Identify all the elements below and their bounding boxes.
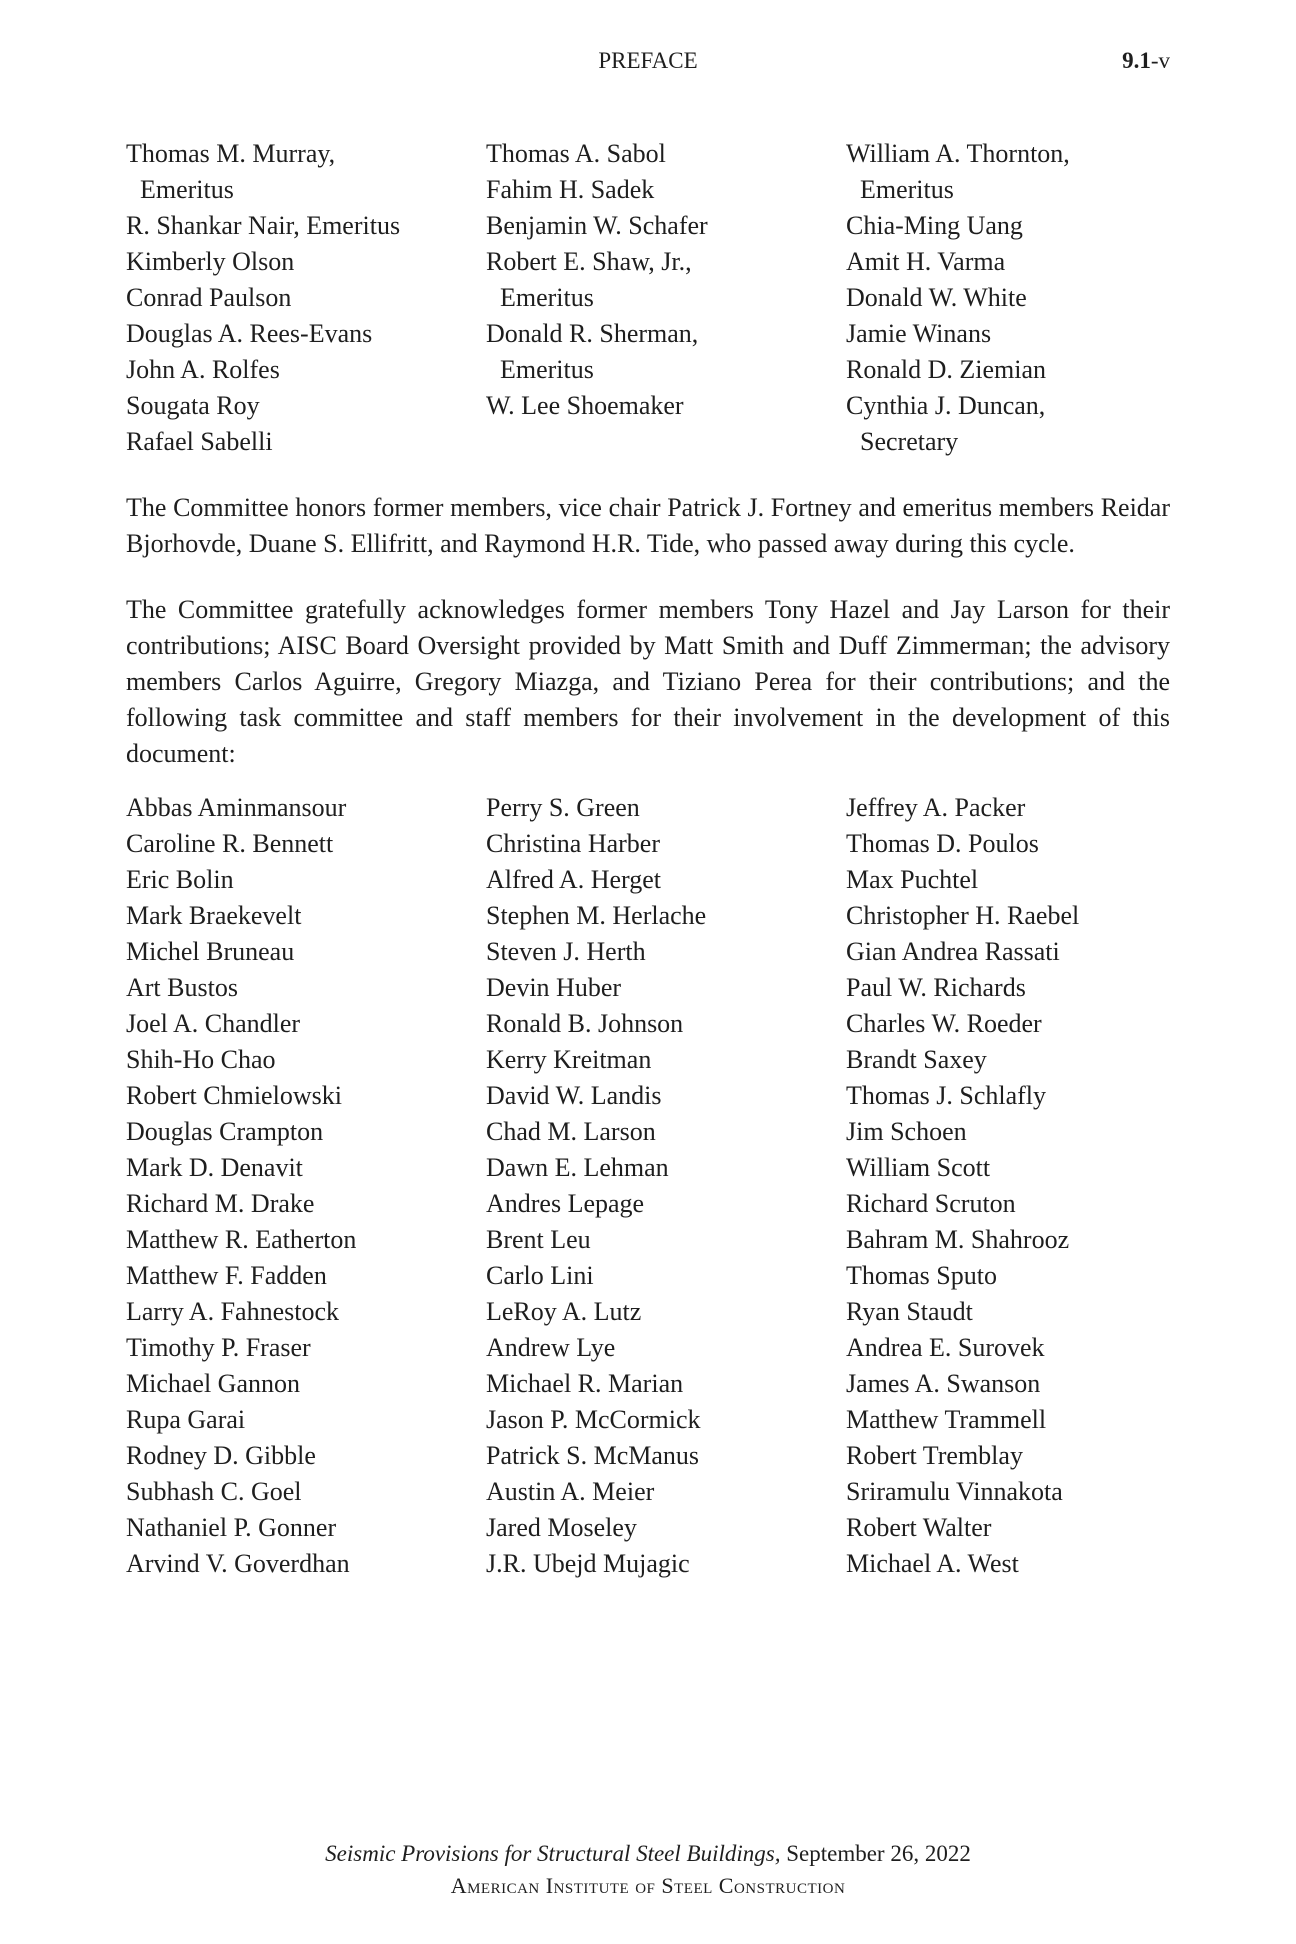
member-title: Emeritus [500, 355, 594, 384]
member-name: Fahim H. Sadek [486, 175, 655, 204]
member-title: Emeritus [500, 283, 594, 312]
contributor-name: Devin Huber [486, 973, 622, 1002]
contributor-name: Shih-Ho Chao [126, 1045, 276, 1074]
publication-date: September 26, 2022 [780, 1841, 971, 1866]
task-committee-list [126, 790, 1170, 1582]
member-name: Amit H. Varma [846, 247, 1006, 276]
contributor-name: Alfred A. Herget [486, 865, 661, 894]
page-number-roman: -v [1150, 48, 1170, 73]
publisher-name: American Institute of Steel Construction [450, 1873, 846, 1898]
contributor-name: Chad M. Larson [486, 1117, 656, 1146]
honors-paragraph: The Committee honors former members, vice chair Patrick J. Fortney and emeritus members Reidar Bjorhovde, Duane S. Ellifritt, and Raymond H.R. Tide, who passed away during this cycle. [126, 493, 1170, 558]
member-name: Conrad Paulson [126, 283, 292, 312]
contributor-name: Robert Chmielowski [126, 1081, 342, 1110]
member-name: Robert E. Shaw, Jr., [486, 247, 692, 276]
contributor-name: Ronald B. Johnson [486, 1009, 684, 1038]
contributor-name: Jared Moseley [486, 1513, 637, 1542]
member-name: Ronald D. Ziemian [846, 355, 1047, 384]
contributor-name: Robert Walter [846, 1513, 992, 1542]
contributor-name: Richard Scruton [846, 1189, 1016, 1218]
contributor-name: Steven J. Herth [486, 937, 646, 966]
member-name: John A. Rolfes [126, 355, 280, 384]
member-name: Donald R. Sherman, [486, 319, 699, 348]
contributor-name: Dawn E. Lehman [486, 1153, 669, 1182]
contributor-name: Christopher H. Raebel [846, 901, 1080, 930]
member-name: Donald W. White [846, 283, 1027, 312]
contributor-name: Jason P. McCormick [486, 1405, 701, 1434]
member-name: R. Shankar Nair, Emeritus [126, 211, 401, 240]
contributor-name: Rupa Garai [126, 1405, 246, 1434]
committee-column-3 [846, 136, 1170, 460]
contributor-name: Larry A. Fahnestock [126, 1297, 340, 1326]
contributor-name: J.R. Ubejd Mujagic [486, 1549, 690, 1578]
contributor-name: Thomas D. Poulos [846, 829, 1039, 858]
contributor-name: Christina Harber [486, 829, 661, 858]
member-title: Emeritus [860, 175, 954, 204]
contributor-name: Austin A. Meier [486, 1477, 655, 1506]
contributor-name: Brandt Saxey [846, 1045, 987, 1074]
contributor-name: Matthew R. Eatherton [126, 1225, 357, 1254]
page-number-chapter: 9.1 [1122, 48, 1151, 73]
contributor-name: Michael R. Marian [486, 1369, 684, 1398]
acknowledgments-paragraph: The Committee gratefully acknowledges former members Tony Hazel and Jay Larson for their contributions; AISC Board Oversight provided by Matt Smith and Duff Zimmerman; the advisory members Carlos Aguirre, Gregory Miazga, and Tiziano Perea for their contributions; and the following task committee and staff members for their involvement in the development of this document: [126, 595, 1170, 768]
member-name: William A. Thornton, [846, 139, 1070, 168]
member-name: Jamie Winans [846, 319, 992, 348]
contributor-name: Brent Leu [486, 1225, 591, 1254]
contributor-name: Michael A. West [846, 1549, 1019, 1578]
page-number [1122, 48, 1170, 74]
member-name: Chia-Ming Uang [846, 211, 1023, 240]
member-name: Kimberly Olson [126, 247, 295, 276]
contributor-name: Carlo Lini [486, 1261, 594, 1290]
contributor-name: Kerry Kreitman [486, 1045, 652, 1074]
contributor-name: Perry S. Green [486, 793, 640, 822]
contributor-name: Andrew Lye [486, 1333, 616, 1362]
contributor-name: Rodney D. Gibble [126, 1441, 316, 1470]
task-committee-column-3 [846, 790, 1170, 1582]
contributor-name: Thomas J. Schlafly [846, 1081, 1047, 1110]
contributor-name: Ryan Staudt [846, 1297, 973, 1326]
contributor-name: Andrea E. Surovek [846, 1333, 1045, 1362]
task-committee-column-2 [486, 790, 846, 1582]
contributor-name: Jeffrey A. Packer [846, 793, 1026, 822]
contributor-name: Michael Gannon [126, 1369, 301, 1398]
contributor-name: Patrick S. McManus [486, 1441, 700, 1470]
contributor-name: Subhash C. Goel [126, 1477, 302, 1506]
running-head-title: PREFACE [598, 48, 698, 73]
committee-members-list [126, 136, 1170, 460]
committee-column-1 [126, 136, 486, 460]
contributor-name: LeRoy A. Lutz [486, 1297, 642, 1326]
contributor-name: Bahram M. Shahrooz [846, 1225, 1070, 1254]
contributor-name: Matthew F. Fadden [126, 1261, 327, 1290]
contributor-name: Sriramulu Vinnakota [846, 1477, 1063, 1506]
page-header [0, 48, 1296, 82]
contributor-name: James A. Swanson [846, 1369, 1041, 1398]
member-title: Emeritus [140, 175, 234, 204]
page-content [126, 136, 1170, 1582]
contributor-name: Abbas Aminmansour [126, 793, 347, 822]
contributor-name: Caroline R. Bennett [126, 829, 334, 858]
contributor-name: Arvind V. Goverdhan [126, 1549, 350, 1578]
member-name: Thomas A. Sabol [486, 139, 666, 168]
contributor-name: Mark D. Denavit [126, 1153, 303, 1182]
contributor-name: Douglas Crampton [126, 1117, 324, 1146]
contributor-name: Robert Tremblay [846, 1441, 1023, 1470]
contributor-name: Paul W. Richards [846, 973, 1026, 1002]
member-name: Cynthia J. Duncan, [846, 391, 1046, 420]
committee-column-2 [486, 136, 846, 460]
member-name: Benjamin W. Schafer [486, 211, 708, 240]
contributor-name: Andres Lepage [486, 1189, 645, 1218]
footer-citation [0, 1838, 1296, 1870]
page-footer [0, 1838, 1296, 1902]
member-name: Sougata Roy [126, 391, 260, 420]
contributor-name: Timothy P. Fraser [126, 1333, 311, 1362]
contributor-name: Max Puchtel [846, 865, 979, 894]
task-committee-column-1 [126, 790, 486, 1582]
publication-title: Seismic Provisions for Structural Steel Buildings, [325, 1841, 781, 1866]
contributor-name: David W. Landis [486, 1081, 662, 1110]
contributor-name: Thomas Sputo [846, 1261, 997, 1290]
contributor-name: Mark Braekevelt [126, 901, 302, 930]
contributor-name: Stephen M. Herlache [486, 901, 707, 930]
member-name: W. Lee Shoemaker [486, 391, 684, 420]
member-title: Secretary [860, 427, 959, 456]
member-name: Thomas M. Murray, [126, 139, 336, 168]
member-name: Douglas A. Rees-Evans [126, 319, 373, 348]
contributor-name: Nathaniel P. Gonner [126, 1513, 337, 1542]
contributor-name: Eric Bolin [126, 865, 234, 894]
contributor-name: Gian Andrea Rassati [846, 937, 1060, 966]
contributor-name: Charles W. Roeder [846, 1009, 1042, 1038]
contributor-name: Matthew Trammell [846, 1405, 1047, 1434]
contributor-name: William Scott [846, 1153, 991, 1182]
contributor-name: Richard M. Drake [126, 1189, 315, 1218]
contributor-name: Art Bustos [126, 973, 238, 1002]
contributor-name: Jim Schoen [846, 1117, 967, 1146]
contributor-name: Michel Bruneau [126, 937, 295, 966]
member-name: Rafael Sabelli [126, 427, 273, 456]
contributor-name: Joel A. Chandler [126, 1009, 301, 1038]
